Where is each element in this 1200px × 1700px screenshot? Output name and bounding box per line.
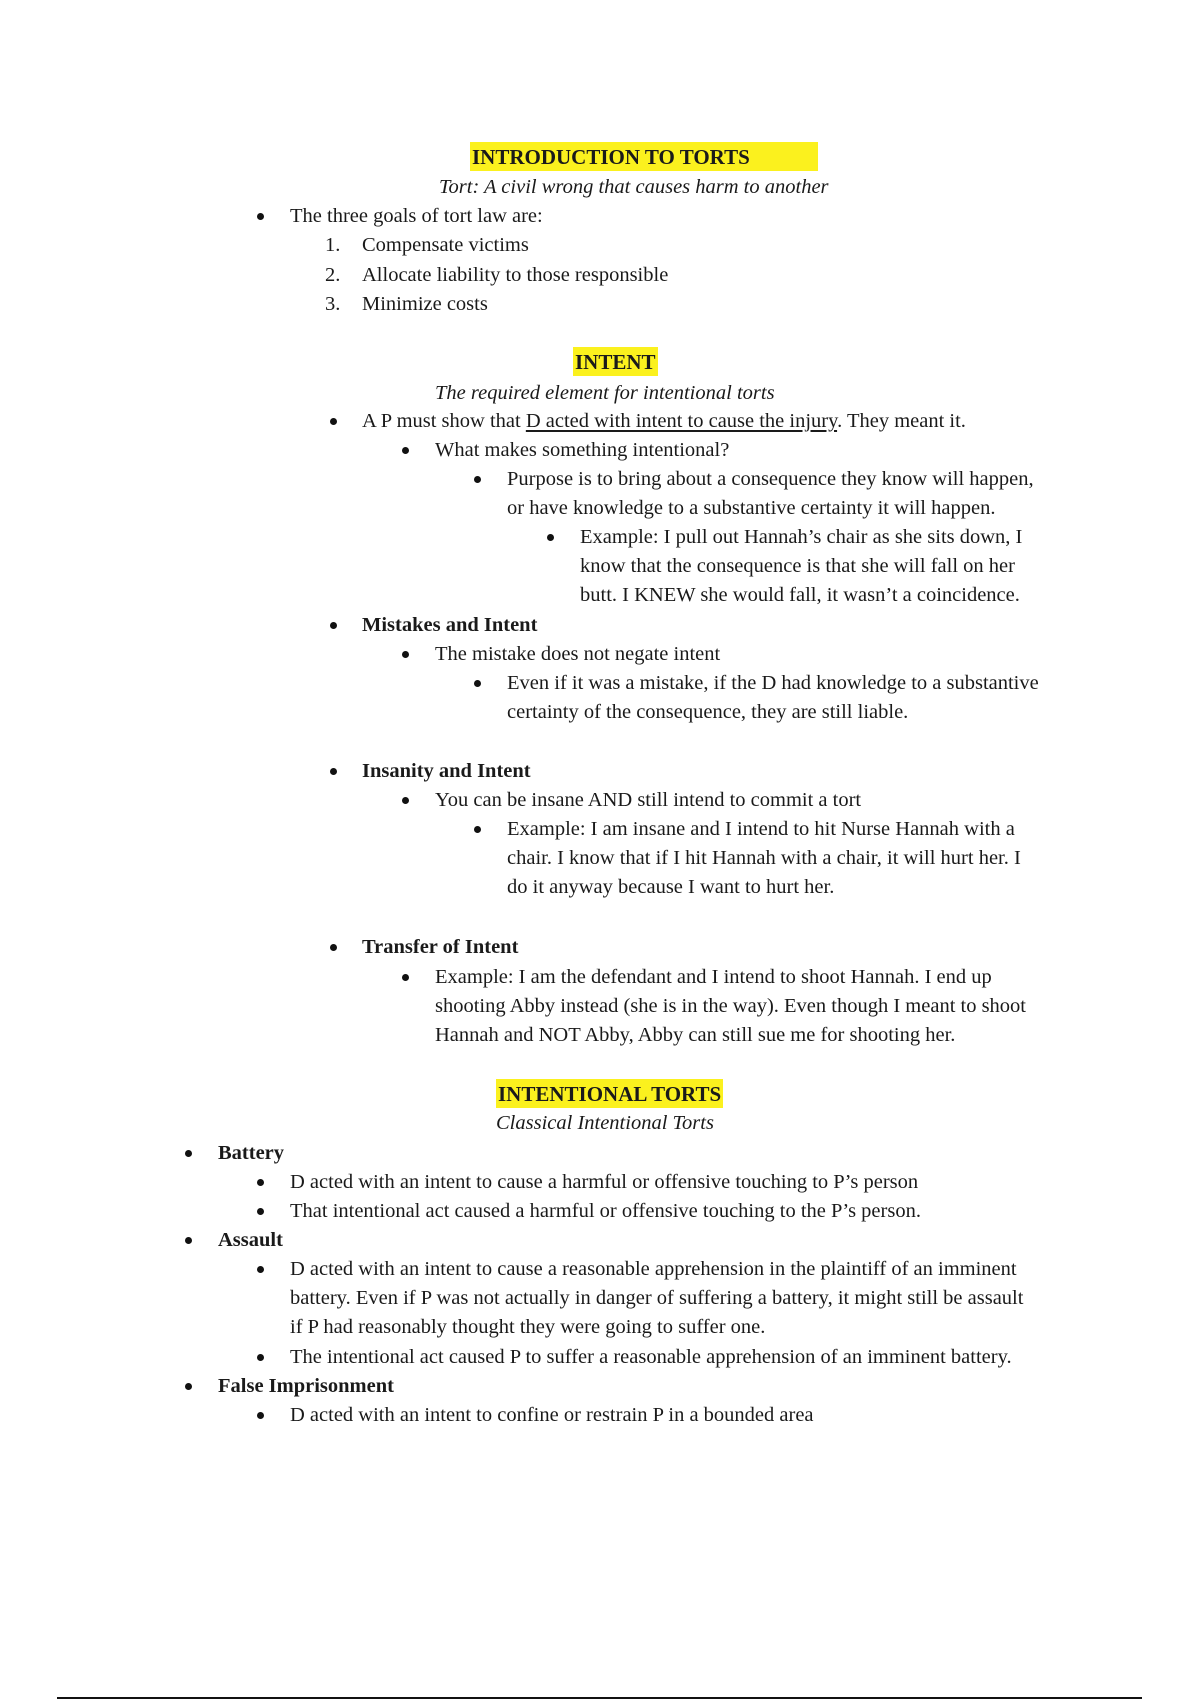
insanity-point-2-line-2: chair. I know that if I hit Hannah with a chair, it will hurt her. I xyxy=(507,847,1021,869)
bullet-icon xyxy=(474,680,481,687)
battery-point-1: D acted with an intent to cause a harmful or offensive touching to P’s person xyxy=(290,1171,919,1193)
insanity-point-1: You can be insane AND still intend to commit a tort xyxy=(435,789,862,811)
goal-number: 1. xyxy=(325,234,341,256)
what-makes-intentional: What makes something intentional? xyxy=(435,439,730,461)
bullet-icon xyxy=(257,1208,264,1215)
intentional-torts-subtitle: Classical Intentional Torts xyxy=(496,1112,714,1134)
mistakes-point-2-line-2: certainty of the consequence, they are still liable. xyxy=(507,701,909,723)
bullet-icon xyxy=(330,944,337,951)
insanity-title: Insanity and Intent xyxy=(362,760,531,782)
example-1-line-1: Example: I pull out Hannah’s chair as she sits down, I xyxy=(580,526,1023,548)
false-imprisonment-point-1: D acted with an intent to confine or restrain P in a bounded area xyxy=(290,1404,814,1426)
false-imprisonment-title: False Imprisonment xyxy=(218,1375,394,1397)
bullet-icon xyxy=(474,476,481,483)
bullet-icon xyxy=(257,213,264,220)
bullet-icon xyxy=(402,651,409,658)
transfer-line-1: Example: I am the defendant and I intend to shoot Hannah. I end up xyxy=(435,966,992,988)
goals-intro: The three goals of tort law are: xyxy=(290,205,543,227)
intro-subtitle: Tort: A civil wrong that causes harm to another xyxy=(439,176,829,198)
bullet-icon xyxy=(257,1354,264,1361)
intent-subtitle: The required element for intentional torts xyxy=(435,382,775,404)
page-bottom-rule xyxy=(57,1697,1142,1699)
bullet-icon xyxy=(185,1150,192,1157)
assault-point-1-line-3: if P had reasonably thought they were going to suffer one. xyxy=(290,1316,766,1338)
mistakes-point-1: The mistake does not negate intent xyxy=(435,643,721,665)
purpose-line-1: Purpose is to bring about a consequence they know will happen, xyxy=(507,468,1034,490)
bullet-icon xyxy=(257,1412,264,1419)
transfer-line-2: shooting Abby instead (she is in the way). Even though I meant to shoot xyxy=(435,995,1027,1017)
bullet-icon xyxy=(185,1237,192,1244)
p-must-show: A P must show that D acted with intent to cause the injury. They meant it. xyxy=(362,410,966,432)
mistakes-title: Mistakes and Intent xyxy=(362,614,538,636)
battery-title: Battery xyxy=(218,1142,285,1164)
bullet-icon xyxy=(330,622,337,629)
insanity-point-2-line-3: do it anyway because I want to hurt her. xyxy=(507,876,835,898)
transfer-title: Transfer of Intent xyxy=(362,936,519,958)
transfer-line-3: Hannah and NOT Abby, Abby can still sue me for shooting her. xyxy=(435,1024,956,1046)
bullet-icon xyxy=(547,534,554,541)
intentional-torts-heading: INTENTIONAL TORTS xyxy=(496,1084,723,1105)
intro-heading: INTRODUCTION TO TORTS xyxy=(470,147,818,168)
goal-number: 2. xyxy=(325,264,341,286)
goal-item: Allocate liability to those responsible xyxy=(362,264,669,286)
example-1-line-2: know that the consequence is that she will fall on her xyxy=(580,555,1015,577)
intent-heading: INTENT xyxy=(573,352,658,373)
goal-item: Minimize costs xyxy=(362,293,488,315)
bullet-icon xyxy=(257,1266,264,1273)
mistakes-point-2-line-1: Even if it was a mistake, if the D had knowledge to a substantive xyxy=(507,672,1039,694)
insanity-point-2-line-1: Example: I am insane and I intend to hit Nurse Hannah with a xyxy=(507,818,1015,840)
assault-title: Assault xyxy=(218,1229,283,1251)
bullet-icon xyxy=(257,1179,264,1186)
assault-point-2: The intentional act caused P to suffer a reasonable apprehension of an imminent battery. xyxy=(290,1346,1012,1368)
bullet-icon xyxy=(402,797,409,804)
assault-point-1-line-2: battery. Even if P was not actually in danger of suffering a battery, it might still be assault xyxy=(290,1287,1024,1309)
battery-point-2: That intentional act caused a harmful or offensive touching to the P’s person. xyxy=(290,1200,921,1222)
assault-point-1-line-1: D acted with an intent to cause a reasonable apprehension in the plaintiff of an imminent xyxy=(290,1258,1017,1280)
goal-item: Compensate victims xyxy=(362,234,529,256)
example-1-line-3: butt. I KNEW she would fall, it wasn’t a coincidence. xyxy=(580,584,1020,606)
bullet-icon xyxy=(330,418,337,425)
goal-number: 3. xyxy=(325,293,341,315)
bullet-icon xyxy=(402,974,409,981)
bullet-icon xyxy=(474,826,481,833)
purpose-line-2: or have knowledge to a substantive certainty it will happen. xyxy=(507,497,996,519)
bullet-icon xyxy=(330,768,337,775)
bullet-icon xyxy=(185,1383,192,1390)
bullet-icon xyxy=(402,447,409,454)
